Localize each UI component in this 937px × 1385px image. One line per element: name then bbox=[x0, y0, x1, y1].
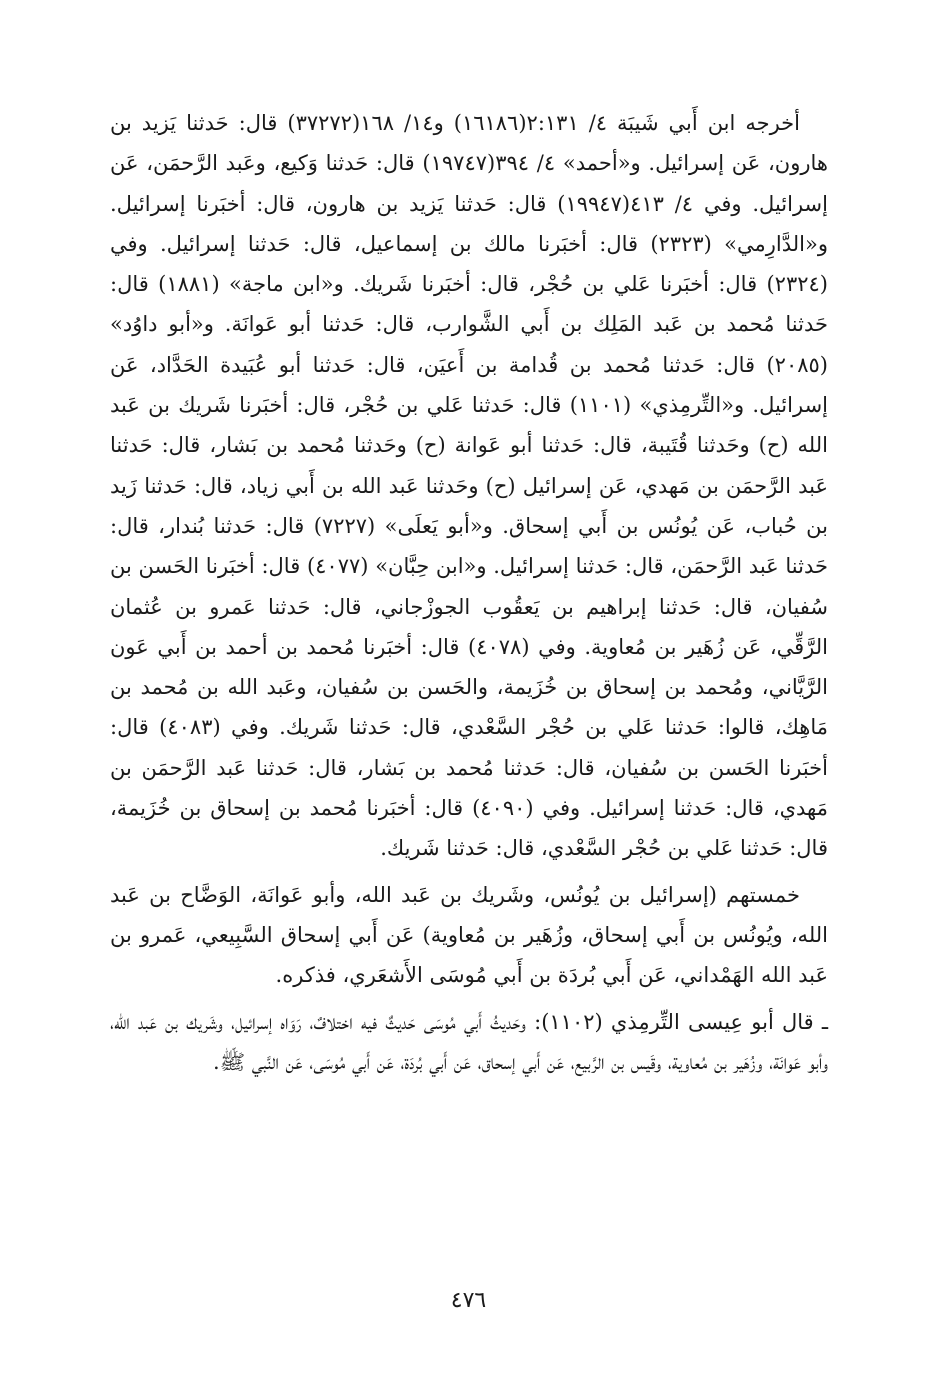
page-number: ٤٧٦ bbox=[450, 1288, 487, 1313]
takhrij-paragraph: أخرجه ابن أَبي شَيبَة ٤/ ٢:١٣١(١٦١٨٦) و١٤/ ١٦٨(٣٧٢٧٢) قال: حَدثنا يَزيد بن هارون، عَن إسرائيل. و«أحمد» ٤/ ٣٩٤(١٩٧٤٧) قال: حَدثنا وَكيع، وعَبد الرَّحمَن، عَن إسرائيل. وفي ٤/ ٤١٣(١٩٩٤٧) قال: حَدثنا يَزيد بن هارون، قال: أخبَرنا إسرائيل. و«الدَّارِمي» (٢٣٢٣) قال: أخبَرنا مالك بن إسماعيل، قال: حَدثنا إسرائيل. وفي (٢٣٢٤) قال: أخبَرنا عَلي بن حُجْر، قال: أخبَرنا شَريك. و«ابن ماجة» (١٨٨١) قال: حَدثنا مُحمد بن عَبد المَلِك بن أَبي الشَّوارب، قال: حَدثنا أبو عَوانَة. و«أبو داوُد» (٢٠٨٥) قال: حَدثنا مُحمد بن قُدامة بن أَعيَن، قال: حَدثنا أبو عُبَيدة الحَدَّاد، عَن إسرائيل. و«التِّرمِذي» (١١٠١) قال: حَدثنا عَلي بن حُجْر، قال: أخبَرنا شَريك بن عَبد الله (ح) وحَدثنا قُتَيبة، قال: حَدثنا أبو عَوانة (ح) وحَدثنا مُحمد بن بَشار، قال: حَدثنا عَبد الرَّحمَن بن مَهدي، عَن إسرائيل (ح) وحَدثنا عَبد الله بن أَبي زياد، قال: حَدثنا زَيد بن حُباب، عَن يُونُس بن أَبي إسحاق. و«أبو يَعلَى» (٧٢٢٧) قال: حَدثنا بُندار، قال: حَدثنا عَبد الرَّحمَن، قال: حَدثنا إسرائيل. و«ابن حِبَّان» (٤٠٧٧) قال: أخبَرنا الحَسن بن سُفيان، قال: حَدثنا إبراهيم بن يَعقُوب الجوزْجاني، قال: حَدثنا عَمرو بن عُثمان الرَّقِّي، عَن زُهَير بن مُعاوية. وفي (٤٠٧٨) قال: أخبَرنا مُحمد بن أحمد بن أَبي عَون الرَّيَّاني، ومُحمد بن إسحاق بن خُزَيمة، والحَسن بن سُفيان، وعَبد الله بن مُحمد بن مَاهِك، قالوا: حَدثنا عَلي بن حُجْر السَّعْدي، قال: حَدثنا شَريك. وفي (٤٠٨٣) قال: أخبَرنا الحَسن بن سُفيان، قال: حَدثنا مُحمد بن بَشار، قال: حَدثنا عَبد الرَّحمَن بن مَهدي، قال: حَدثنا إسرائيل. وفي (٤٠٩٠) قال: أخبَرنا مُحمد بن إسحاق بن خُزَيمة، قال: حَدثنا عَلي بن حُجْر السَّعْدي، قال: حَدثنا شَريك. bbox=[110, 111, 829, 861]
summary-paragraph: خمستهم (إسرائيل بن يُونُس، وشَريك بن عَبد الله، وأبو عَوانَة، الوَضَّاح بن عَبد الله، ويُونُس بن أَبي إسحاق، وزُهَير بن مُعاوية) عَن أَبي إسحاق السَّبِيعي، عَمرو بن عَبد الله الهَمْداني، عَن أَبي بُردَة بن أَبي مُوسَى الأَشعَري، فذكره. bbox=[110, 882, 828, 988]
tirmidhi-note-paragraph: ـ قال أبو عِيسى التِّرمِذي (١١٠٢): وحَديثُ أَبي مُوسَى حَديثٌ فيه اختلافٌ، رَوَاه إسرائيل، وشَريك بن عَبد الله، وأبو عَوانَة، وزُهَير بن مُعاوية، وقَيس بن الرَّبيع، عَن أَبي إسحاق، عَن أَبي بُردَة، عَن أَبي مُوسَى، عَن النَّبي ﷺ. bbox=[110, 1009, 828, 1074]
page-body bbox=[110, 103, 828, 1303]
